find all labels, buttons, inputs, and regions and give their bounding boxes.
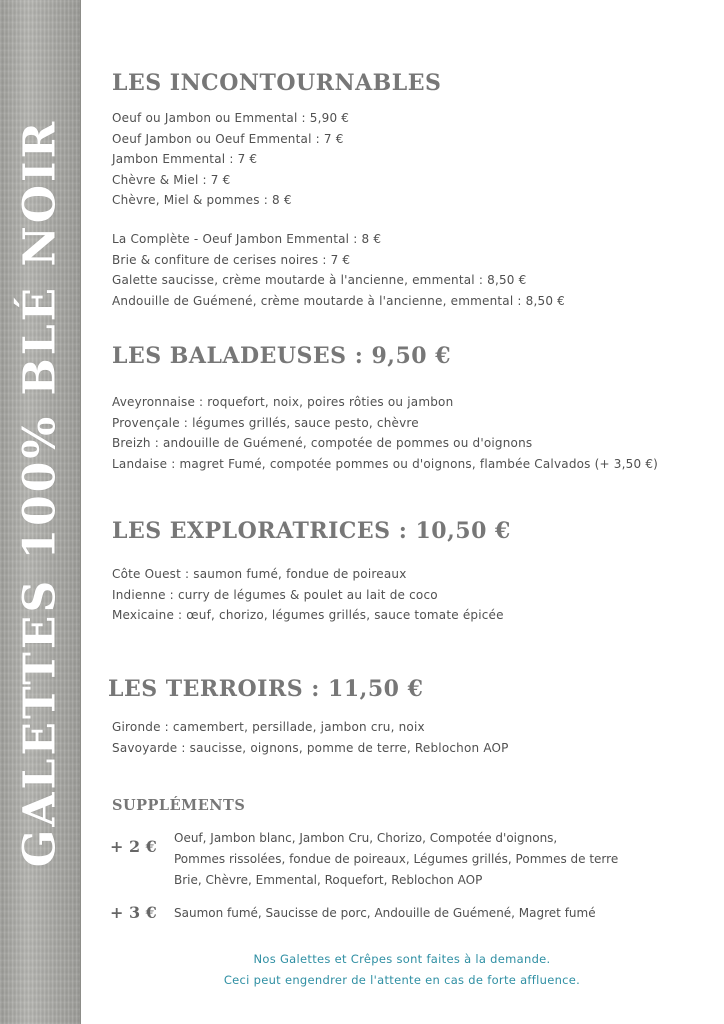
list-item: Oeuf, Jambon blanc, Jambon Cru, Chorizo, Compotée d'oignons, — [174, 831, 558, 845]
list-item: Savoyarde : saucisse, oignons, pomme de terre, Reblochon AOP — [112, 740, 509, 755]
exploratrices-list — [112, 564, 504, 626]
list-item: La Complète - Oeuf Jambon Emmental : 8 € — [112, 232, 382, 246]
list-item: Chèvre & Miel : 7 € — [112, 172, 231, 187]
list-item: Andouille de Guémené, crème moutarde à l'ancienne, emmental : 8,50 € — [112, 293, 566, 308]
list-item: Aveyronnaise : roquefort, noix, poires rôties ou jambon — [112, 395, 454, 409]
section-title-terroirs: LES TERROIRS : 11,50 € — [108, 676, 424, 702]
footer-note-line-1: Nos Galettes et Crêpes sont faites à la demande. — [253, 952, 551, 966]
list-item: Gironde : camembert, persillade, jambon cru, noix — [112, 720, 425, 734]
supplement-row-2 — [110, 828, 618, 891]
sidebar-wood-panel — [0, 0, 81, 1024]
list-item: Brie & confiture de cerises noires : 7 € — [112, 252, 351, 267]
supplement-items — [174, 828, 618, 891]
list-item: Mexicaine : œuf, chorizo, légumes grillés, sauce tomate épicée — [112, 608, 504, 622]
supplement-row-3 — [110, 903, 596, 924]
section-title-incontournables: LES INCONTOURNABLES — [112, 70, 442, 96]
baladeuses-list — [112, 392, 658, 474]
list-item: Chèvre, Miel & pommes : 8 € — [112, 193, 292, 207]
supplement-items — [174, 903, 596, 924]
list-item: Oeuf ou Jambon ou Emmental : 5,90 € — [112, 111, 350, 125]
list-item: Breizh : andouille de Guémené, compotée de pommes ou d'oignons — [112, 436, 533, 450]
incontournables-list-1 — [112, 108, 349, 211]
footer-note-line-2: Ceci peut engendrer de l'attente en cas de forte affluence. — [223, 973, 581, 987]
supplement-price: + 3 € — [110, 903, 157, 922]
supplement-price: + 2 € — [110, 837, 157, 856]
section-title-exploratrices: LES EXPLORATRICES : 10,50 € — [112, 518, 511, 544]
list-item: Jambon Emmental : 7 € — [112, 152, 258, 166]
supplements-title: SUPPLÉMENTS — [112, 797, 246, 814]
list-item: Brie, Chèvre, Emmental, Roquefort, Reblochon AOP — [174, 873, 483, 887]
list-item: Indienne : curry de légumes & poulet au lait de coco — [112, 587, 438, 602]
terroirs-list — [112, 717, 509, 758]
incontournables-list-2 — [112, 229, 565, 311]
list-item: Pommes rissolées, fondue de poireaux, Légumes grillés, Pommes de terre — [174, 852, 619, 866]
list-item: Galette saucisse, crème moutarde à l'ancienne, emmental : 8,50 € — [112, 273, 527, 287]
list-item: Côte Ouest : saumon fumé, fondue de poireaux — [112, 567, 407, 581]
sidebar-title: GALETTES 100% BLÉ NOIR — [14, 118, 66, 868]
section-title-baladeuses: LES BALADEUSES : 9,50 € — [112, 343, 452, 369]
list-item: Oeuf Jambon ou Oeuf Emmental : 7 € — [112, 131, 344, 146]
list-item: Landaise : magret Fumé, compotée pommes ou d'oignons, flambée Calvados (+ 3,50 €) — [112, 456, 659, 471]
list-item: Saumon fumé, Saucisse de porc, Andouille de Guémené, Magret fumé — [174, 906, 596, 920]
list-item: Provençale : légumes grillés, sauce pesto, chèvre — [112, 415, 419, 430]
